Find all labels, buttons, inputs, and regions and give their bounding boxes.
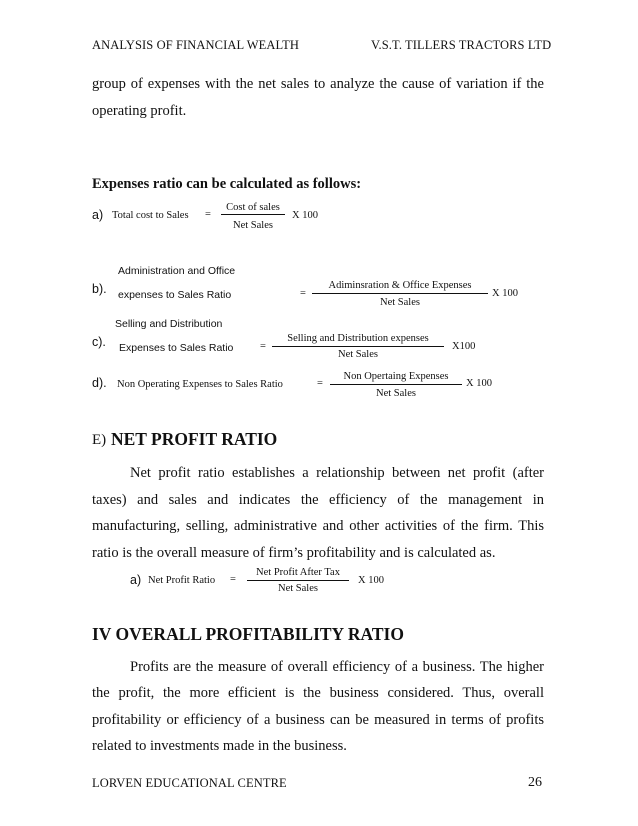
overall-line-3: profitability or efficiency of a business can be measured in terms of profits bbox=[92, 712, 544, 728]
formula-a-denominator: Net Sales bbox=[233, 220, 273, 231]
formula-a-label: a) bbox=[92, 208, 104, 222]
overall-line-2: the profit, the more efficient is the business considered. Thus, overall bbox=[92, 685, 544, 701]
formula-b-denominator: Net Sales bbox=[380, 297, 420, 308]
formula-np-denominator: Net Sales bbox=[278, 583, 318, 594]
section-e-heading: NET PROFIT RATIO bbox=[111, 429, 278, 449]
overall-line-4: related to investments made in the business. bbox=[92, 738, 347, 754]
formula-c-fraction-bar bbox=[272, 346, 444, 347]
formula-b-eq: = bbox=[300, 288, 306, 299]
formula-np-eq: = bbox=[230, 574, 236, 585]
formula-b-label: b). bbox=[92, 282, 107, 296]
formula-d-denominator: Net Sales bbox=[376, 388, 416, 399]
formula-d-eq: = bbox=[317, 378, 323, 389]
formula-np-lhs: Net Profit Ratio bbox=[148, 575, 216, 586]
formula-d-lhs: Non Operating Expenses to Sales Ratio bbox=[117, 379, 283, 390]
intro-line-1: group of expenses with the net sales to analyze the cause of variation if the bbox=[92, 76, 544, 92]
expenses-heading: Expenses ratio can be calculated as follows: bbox=[92, 176, 362, 192]
net-profit-line-1: Net profit ratio establishes a relationship between net profit (after bbox=[130, 465, 544, 481]
formula-b-multiplier: X 100 bbox=[492, 288, 518, 299]
formula-c-lhs-line-2: Expenses to Sales Ratio bbox=[119, 342, 234, 354]
formula-c-lhs-line-1: Selling and Distribution bbox=[115, 318, 223, 330]
section-iv-heading: IV OVERALL PROFITABILITY RATIO bbox=[92, 624, 404, 644]
formula-a-eq: = bbox=[205, 209, 211, 220]
formula-c-label: c). bbox=[92, 335, 106, 349]
header-right: V.S.T. TILLERS TRACTORS LTD bbox=[371, 38, 552, 52]
formula-a-lhs: Total cost to Sales bbox=[112, 210, 189, 221]
footer-left: LORVEN EDUCATIONAL CENTRE bbox=[92, 776, 287, 790]
formula-c-denominator: Net Sales bbox=[338, 349, 378, 360]
overall-line-1: Profits are the measure of overall efficiency of a business. The higher bbox=[130, 659, 544, 675]
formula-b-fraction-bar bbox=[312, 293, 488, 294]
net-profit-line-4: ratio is the overall measure of firm’s profitability and is calculated as. bbox=[92, 545, 496, 561]
formula-np-numerator: Net Profit After Tax bbox=[256, 567, 340, 578]
formula-a-multiplier: X 100 bbox=[292, 210, 318, 221]
formula-c-eq: = bbox=[260, 341, 266, 352]
formula-d-multiplier: X 100 bbox=[466, 378, 492, 389]
net-profit-line-2: taxes) and sales and indicates the efficiency of the management in bbox=[92, 492, 544, 508]
formula-a-fraction-bar bbox=[221, 214, 285, 215]
formula-b-numerator: Adiminsration & Office Expenses bbox=[328, 280, 472, 291]
formula-c-numerator: Selling and Distribution expenses bbox=[287, 333, 429, 344]
formula-b-lhs-line-2: expenses to Sales Ratio bbox=[118, 289, 232, 301]
header-left: ANALYSIS OF FINANCIAL WEALTH bbox=[92, 38, 299, 52]
page-number: 26 bbox=[528, 775, 542, 790]
section-e-prefix: E) bbox=[92, 432, 107, 448]
formula-a-numerator: Cost of sales bbox=[226, 202, 280, 213]
formula-b-lhs-line-1: Administration and Office bbox=[118, 265, 236, 277]
formula-np-fraction-bar bbox=[247, 580, 349, 581]
formula-c-multiplier: X100 bbox=[452, 341, 476, 352]
formula-d-label: d). bbox=[92, 376, 107, 390]
formula-d-numerator: Non Opertaing Expenses bbox=[343, 371, 449, 382]
formula-np-label: a) bbox=[130, 573, 142, 587]
intro-line-2: operating profit. bbox=[92, 103, 187, 119]
formula-np-multiplier: X 100 bbox=[358, 575, 384, 586]
net-profit-line-3: manufacturing, selling, administrative and other activities of the firm. This bbox=[92, 518, 544, 534]
formula-d-fraction-bar bbox=[330, 384, 462, 385]
